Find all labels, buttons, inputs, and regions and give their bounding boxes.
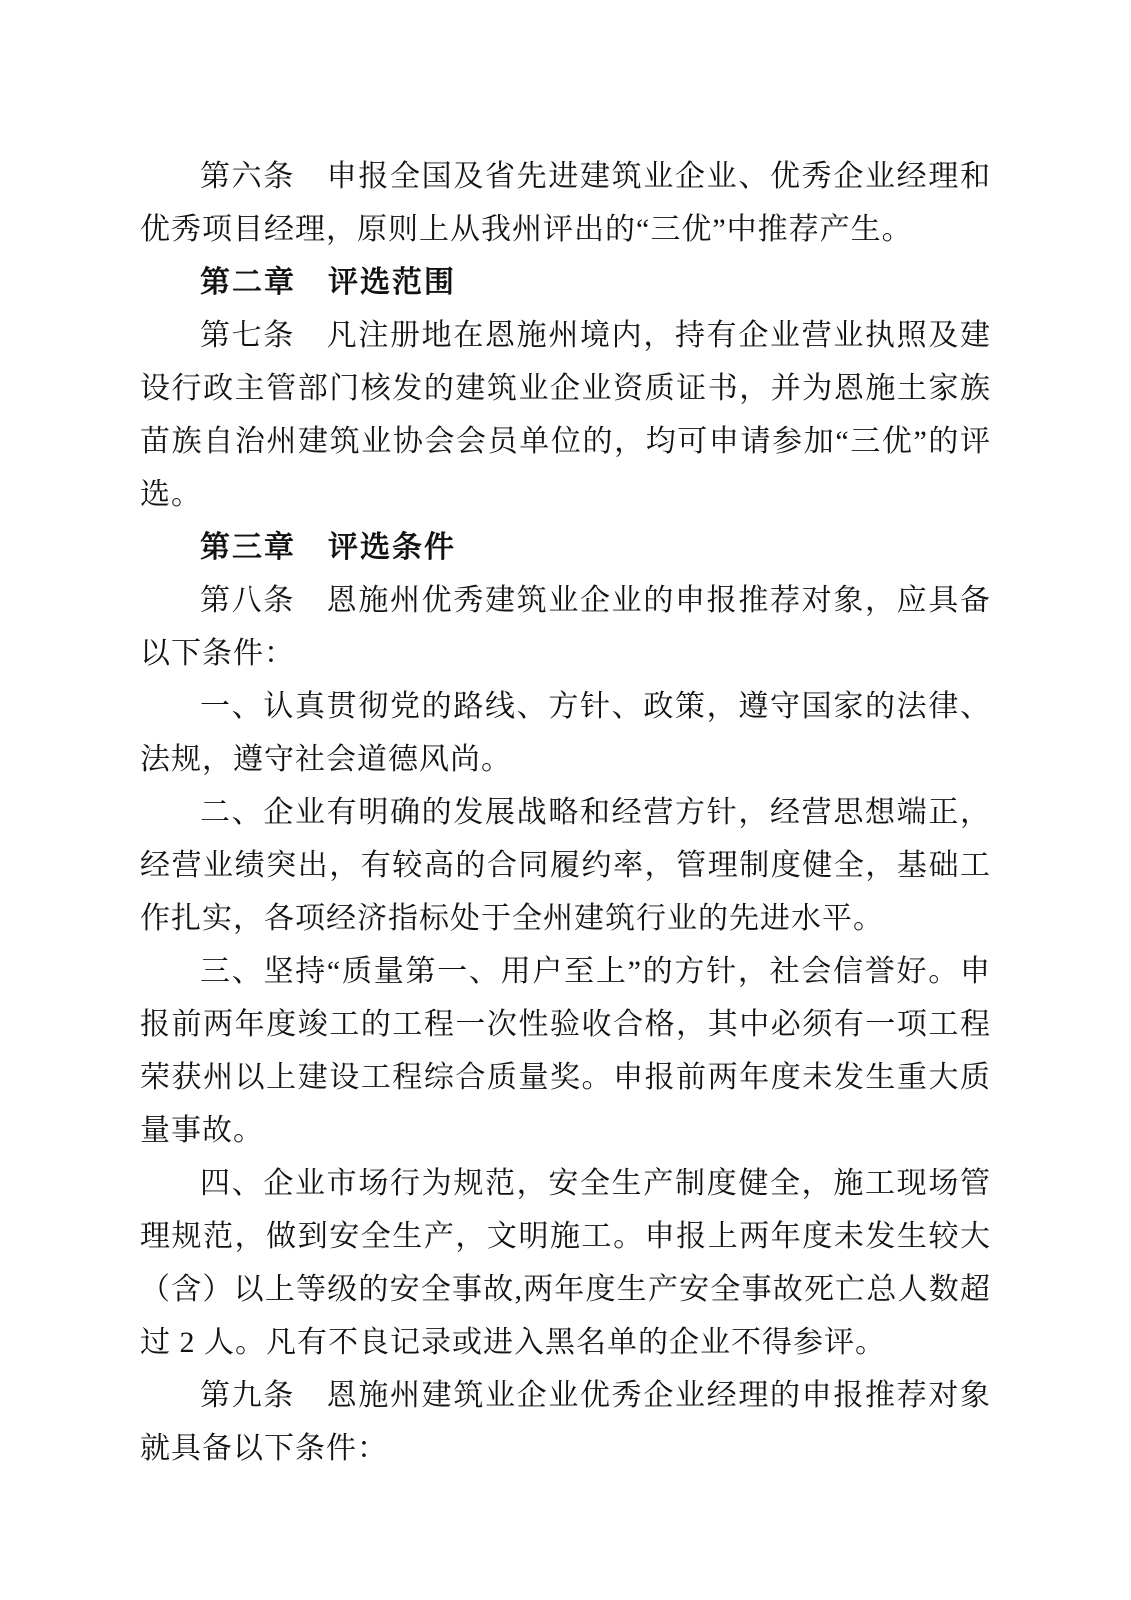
chapter-heading: 第二章 评选范围 bbox=[200, 266, 456, 299]
paragraph: 第六条 申报全国及省先进建筑业企业、优秀企业经理和优秀项目经理，原则上从我州评出的“三优”中推荐产生。 bbox=[140, 160, 991, 246]
paragraph: 第九条 恩施州建筑业企业优秀企业经理的申报推荐对象就具备以下条件： bbox=[140, 1379, 991, 1465]
paragraph: 第七条 凡注册地在恩施州境内，持有企业营业执照及建设行政主管部门核发的建筑业企业资质证书，并为恩施土家族苗族自治州建筑业协会会员单位的，均可申请参加“三优”的评选。 bbox=[140, 319, 991, 511]
document-body bbox=[140, 150, 991, 1475]
paragraph: 四、企业市场行为规范，安全生产制度健全，施工现场管理规范，做到安全生产，文明施工。申报上两年度未发生较大（含）以上等级的安全事故,两年度生产安全事故死亡总人数超过 2 人。凡有不良记录或进入黑名单的企业不得参评。 bbox=[140, 1167, 991, 1359]
paragraph: 一、认真贯彻党的路线、方针、政策，遵守国家的法律、法规，遵守社会道德风尚。 bbox=[140, 690, 991, 776]
paragraph: 二、企业有明确的发展战略和经营方针，经营思想端正，经营业绩突出，有较高的合同履约率，管理制度健全，基础工作扎实，各项经济指标处于全州建筑行业的先进水平。 bbox=[140, 796, 991, 935]
chapter-heading: 第三章 评选条件 bbox=[200, 531, 456, 564]
paragraph: 三、坚持“质量第一、用户至上”的方针，社会信誉好。申报前两年度竣工的工程一次性验收合格，其中必须有一项工程荣获州以上建设工程综合质量奖。申报前两年度未发生重大质量事故。 bbox=[140, 955, 991, 1147]
paragraph: 第八条 恩施州优秀建筑业企业的申报推荐对象，应具备以下条件： bbox=[140, 584, 991, 670]
